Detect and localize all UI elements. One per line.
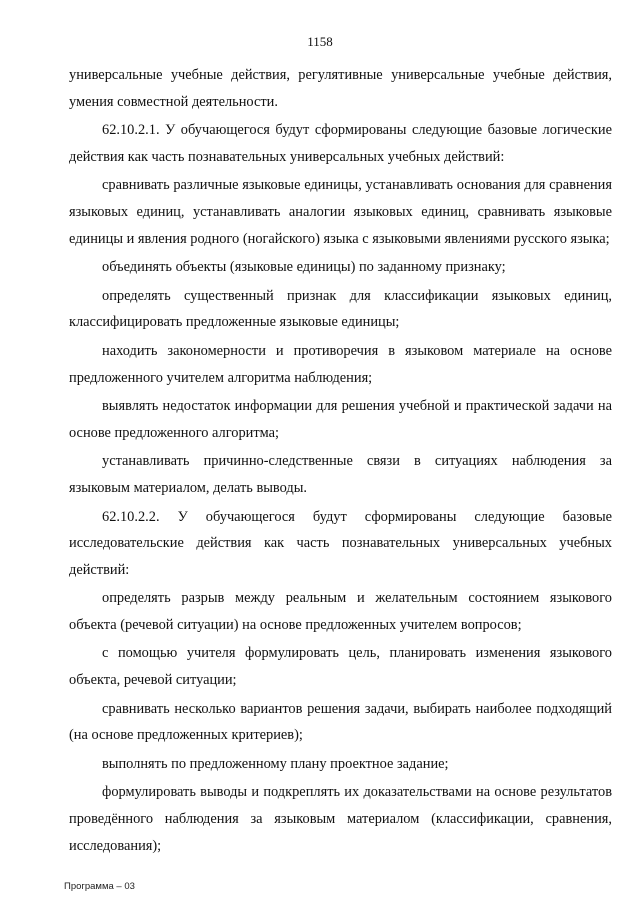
footer-label: Программа – 03 [64,881,135,892]
paragraph: находить закономерности и противоречия в языковом материале на основе предложенного учителем алгоритма наблюдения; [69,342,612,386]
paragraph: сравнивать несколько вариантов решения задачи, выбирать наиболее подходящий (на основе предложенных критериев); [69,700,612,744]
paragraph: определять разрыв между реальным и желательным состоянием языкового объекта (речевой ситуации) на основе предложенных учителем вопросов; [69,590,612,633]
paragraph: определять существенный признак для классификации языковых единиц, классифицировать предложенные языковые единицы; [69,287,612,331]
paragraph: 62.10.2.1. У обучающегося будут сформированы следующие базовые логические действия как часть познавательных универсальных учебных действий: [69,122,612,165]
paragraph: 62.10.2.2. У обучающегося будут сформированы следующие базовые исследовательские действия как часть познавательных универсальных учебных действий: [69,508,612,578]
paragraph: с помощью учителя формулировать цель, планировать изменения языкового объекта, речевой ситуации; [69,645,612,689]
paragraph: формулировать выводы и подкреплять их доказательствами на основе результатов проведённого наблюдения за языковым материалом (классификации, сравнения, исследования); [69,784,612,854]
paragraph: объединять объекты (языковые единицы) по заданному признаку; [102,259,506,276]
paragraph: выполнять по предложенному плану проектное задание; [102,755,449,772]
page-number: 1158 [307,34,333,49]
paragraph: выявлять недостаток информации для решения учебной и практической задачи на основе предложенного алгоритма; [69,398,612,441]
document-body [69,62,612,859]
paragraph: сравнивать различные языковые единицы, устанавливать основания для сравнения языковых единиц, устанавливать аналогии языковых единиц, сравнивать языковые единицы и явления родного (ногайского) языка с языковыми явлениями русского языка; [69,177,612,247]
paragraph: устанавливать причинно-следственные связи в ситуациях наблюдения за языковым материалом, делать выводы. [69,453,612,496]
paragraph: универсальные учебные действия, регулятивные универсальные учебные действия, умения совместной деятельности. [69,67,612,110]
